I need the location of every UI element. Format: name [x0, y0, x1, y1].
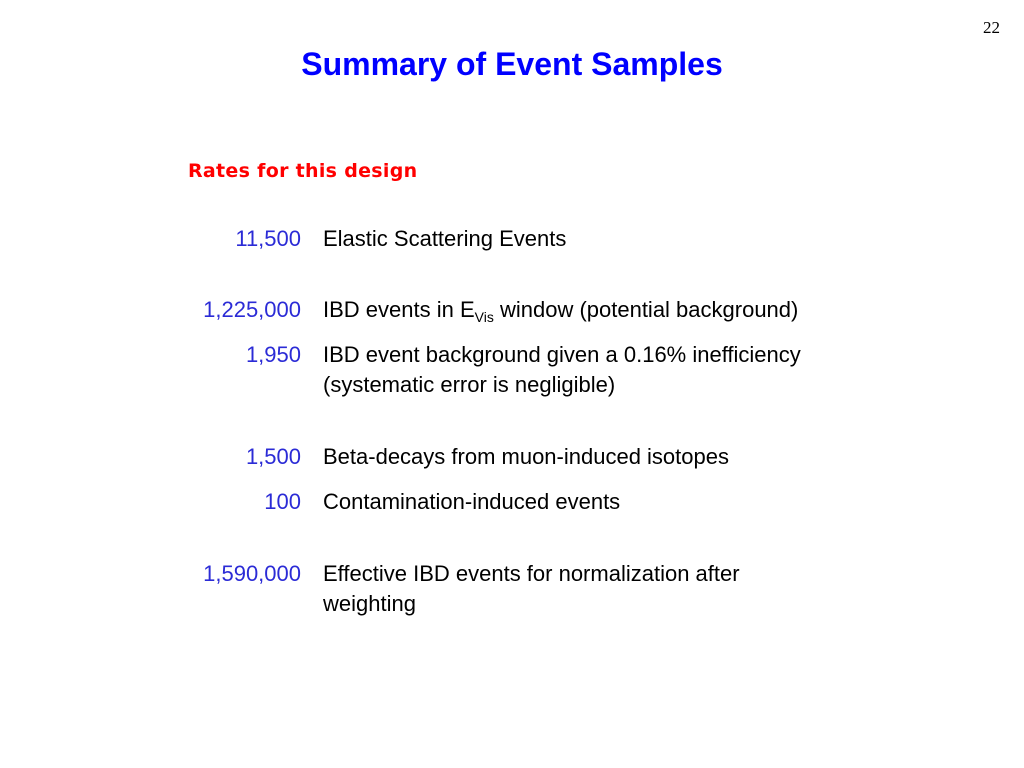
event-count: 1,225,000 [203, 297, 301, 322]
event-count: 11,500 [235, 226, 301, 251]
event-description [323, 442, 923, 472]
event-count: 1,590,000 [203, 561, 301, 586]
event-description [323, 295, 923, 325]
evis-subscript: Vis [474, 309, 494, 325]
event-description [323, 224, 923, 254]
event-description [323, 559, 923, 619]
event-description [323, 487, 923, 517]
page-number: 22 [983, 18, 1000, 37]
event-count: 1,500 [245, 444, 301, 469]
event-description [323, 340, 923, 400]
slide-title: Summary of Event Samples [301, 46, 723, 82]
event-count: 100 [264, 489, 301, 514]
event-count: 1,950 [245, 342, 301, 367]
event-description-post: window (potential background) [493, 297, 799, 322]
subtitle: Rates for this design [188, 160, 418, 182]
event-description-line-1: Contamination-induced events [323, 489, 621, 514]
event-description-line-1: IBD event background given a 0.16% inefficiency [323, 342, 801, 367]
event-description-line-1: Beta-decays from muon-induced isotopes [323, 444, 729, 469]
event-description-pre: IBD events in E [323, 297, 475, 322]
event-description-line-2: (systematic error is negligible) [323, 372, 616, 397]
event-description-line-1: Elastic Scattering Events [323, 226, 567, 251]
event-description-line-2: weighting [323, 591, 416, 616]
event-description-line-1: Effective IBD events for normalization after [323, 561, 740, 586]
